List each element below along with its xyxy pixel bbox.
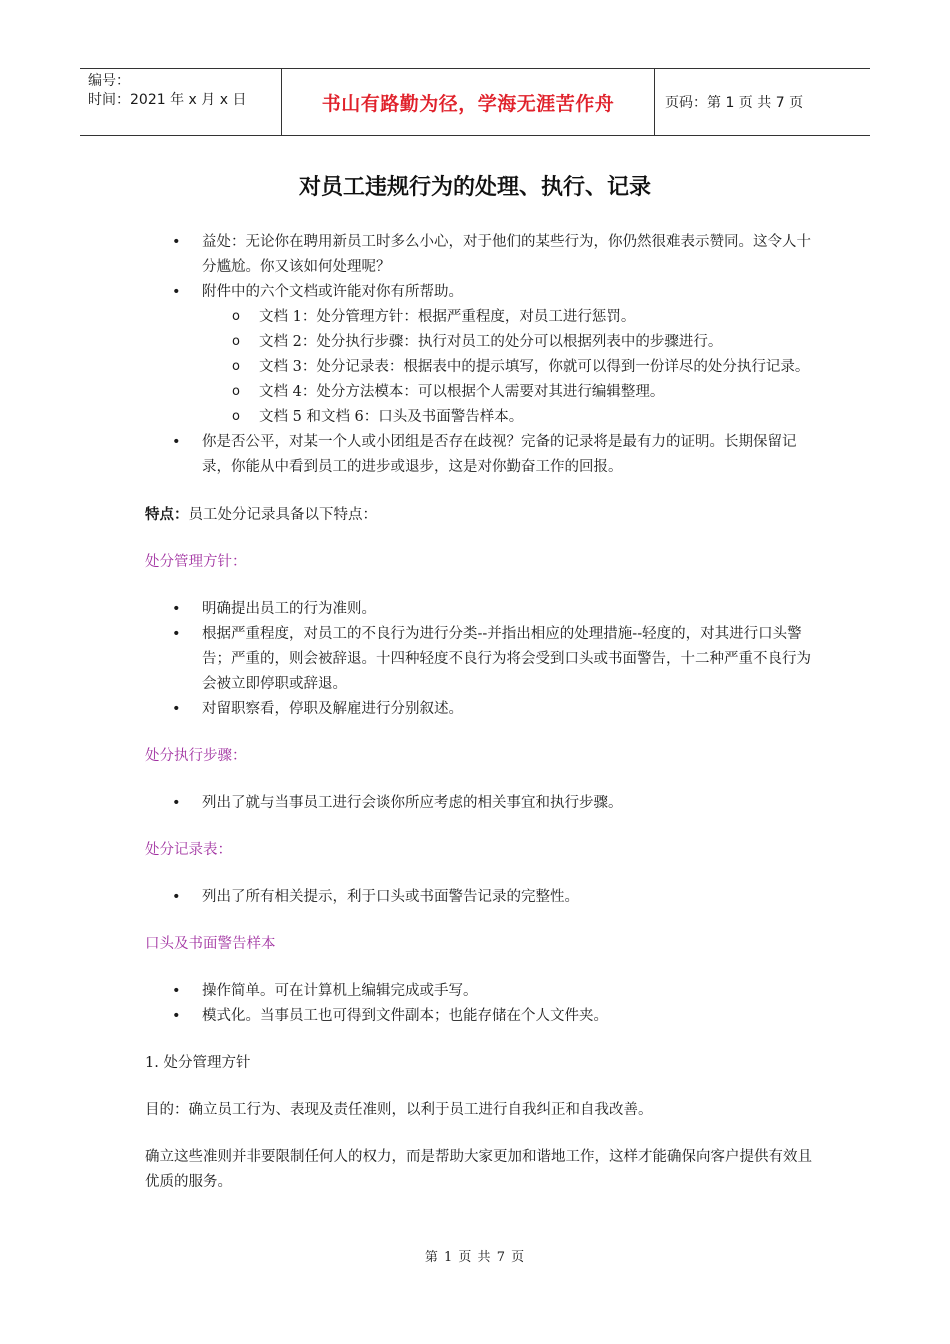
samples-item-2: • 模式化。当事员工也可得到文件副本；也能存储在个人文件夹。 (145, 1004, 815, 1029)
policy-heading: 1. 处分管理方针 (145, 1055, 251, 1071)
header-meta (80, 69, 282, 135)
document-date: 时间：2021 年 x 月 x 日 (88, 92, 247, 108)
section-heading-record: 处分记录表： (145, 842, 232, 858)
doc-item-1: o 文档 1：处分管理方针：根据严重程度，对员工进行惩罚。 (145, 305, 815, 330)
policy-list (145, 597, 815, 722)
fairness-item: • 你是否公平，对某一个人或小团组是否存在歧视？完备的记录将是最有力的证明。长期保留记录，你能从中看到员工的进步或退步，这是对你勤奋工作的回报。 (145, 430, 815, 480)
header-page-info: 页码：第 1 页 共 7 页 (665, 95, 804, 111)
header-motto-cell (282, 69, 655, 135)
policy-body: 确立这些准则并非要限制任何人的权力，而是帮助大家更加和谐地工作，这样才能确保向客户提供有效且优质的服务。 (145, 1149, 812, 1190)
document-header (80, 68, 870, 136)
doc-item-4: o 文档 4：处分方法模本：可以根据个人需要对其进行编辑整理。 (145, 380, 815, 405)
page-title: 对员工违规行为的处理、执行、记录 (298, 175, 651, 200)
record-list (145, 885, 815, 910)
features-text: 员工处分记录具备以下特点： (188, 507, 377, 523)
doc-item-2: o 文档 2：处分执行步骤：执行对员工的处分可以根据列表中的步骤进行。 (145, 330, 815, 355)
document-body (145, 230, 815, 1195)
header-motto: 书山有路勤为径，学海无涯苦作舟 (321, 92, 615, 115)
intro-list (145, 230, 815, 480)
policy-item-2: • 根据严重程度，对员工的不良行为进行分类--并指出相应的处理措施--轻度的，对其进行口头警告；严重的，则会被辞退。十四种轻度不良行为将会受到口头或书面警告，十二种严重不良行为会被立即停职或辞退。 (145, 622, 815, 697)
steps-item-1: • 列出了就与当事员工进行会谈你所应考虑的相关事宜和执行步骤。 (145, 791, 815, 816)
record-item-1: • 列出了所有相关提示，利于口头或书面警告记录的完整性。 (145, 885, 815, 910)
features-paragraph (145, 502, 815, 528)
benefit-item: • 益处：无论你在聘用新员工时多么小心，对于他们的某些行为，你仍然很难表示赞同。这令人十分尴尬。你又该如何处理呢？ (145, 230, 815, 280)
section-heading-samples: 口头及书面警告样本 (145, 936, 276, 952)
policy-purpose: 目的：确立员工行为、表现及责任准则，以利于员工进行自我纠正和自我改善。 (145, 1102, 653, 1118)
section-heading-policy: 处分管理方针： (145, 554, 247, 570)
samples-item-1: • 操作简单。可在计算机上编辑完成或手写。 (145, 979, 815, 1004)
doc-item-3: o 文档 3：处分记录表：根据表中的提示填写，你就可以得到一份详尽的处分执行记录。 (145, 355, 815, 380)
policy-item-3: • 对留职察看，停职及解雇进行分别叙述。 (145, 697, 815, 722)
policy-item-1: • 明确提出员工的行为准则。 (145, 597, 815, 622)
features-label: 特点： (145, 506, 189, 523)
attachments-item: • 附件中的六个文档或许能对你有所帮助。 (145, 280, 815, 305)
section-heading-steps: 处分执行步骤： (145, 748, 247, 764)
samples-list (145, 979, 815, 1029)
doc-item-5: o 文档 5 和文档 6：口头及书面警告样本。 (145, 405, 815, 430)
document-number-label: 编号： (88, 73, 130, 89)
steps-list (145, 791, 815, 816)
page-footer: 第 1 页 共 7 页 (424, 1250, 526, 1265)
